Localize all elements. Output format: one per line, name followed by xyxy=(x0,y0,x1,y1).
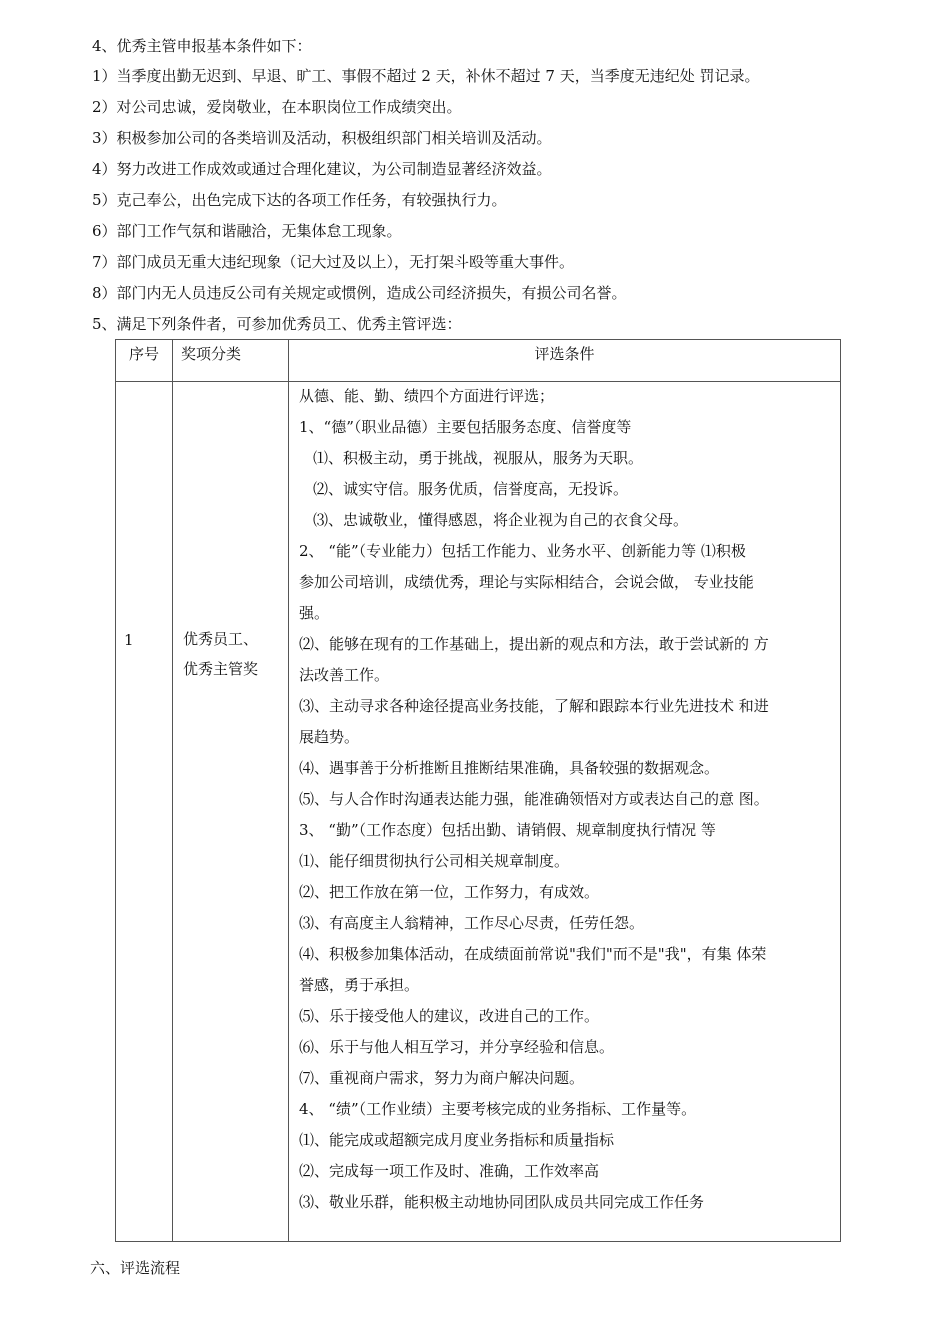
criteria-line: ⑵、诚实守信。服务优质，信誉度高，无投诉。 xyxy=(313,480,629,498)
criteria-line: ⑴、能仔细贯彻执行公司相关规章制度。 xyxy=(299,852,570,870)
section-heading: 六、评选流程 xyxy=(90,1259,181,1277)
criteria-line: 3、 “勤”（工作态度）包括出勤、请销假、规章制度执行情况 等 xyxy=(299,821,716,839)
criteria-line: 从德、能、勤、绩四个方面进行评选； xyxy=(299,387,555,405)
table-header-row xyxy=(116,340,841,382)
table-row xyxy=(116,382,841,1242)
award-line: 优秀员工、 xyxy=(183,630,259,648)
criteria-line: ⑴、积极主动，勇于挑战，视服从，服务为天职。 xyxy=(313,449,644,467)
criteria-line: 强。 xyxy=(299,604,330,622)
criteria-line: ⑴、能完成或超额完成月度业务指标和质量指标 xyxy=(299,1131,615,1149)
criteria-line: ⑵、完成每一项工作及时、准确，工作效率高 xyxy=(299,1162,600,1180)
intro-line: 4、优秀主管申报基本条件如下： xyxy=(92,37,312,55)
header-criteria: 评选条件 xyxy=(289,340,841,382)
criteria-line: ⑷、积极参加集体活动，在成绩面前常说"我们"而不是"我"，有集 体荣 xyxy=(299,945,767,963)
intro-line: 8）部门内无人员违反公司有关规定或惯例，造成公司经济损失，有损公司名誉。 xyxy=(92,284,627,302)
header-seq: 序号 xyxy=(116,340,173,382)
criteria-line: 法改善工作。 xyxy=(299,666,390,684)
criteria-line: ⑸、与人合作时沟通表达能力强，能准确领悟对方或表达自己的意 图。 xyxy=(299,790,769,808)
criteria-line: ⑶、主动寻求各种途径提高业务技能，了解和跟踪本行业先进技术 和进 xyxy=(299,697,769,715)
seq-cell xyxy=(116,382,173,1242)
intro-line: 5、满足下列条件者，可参加优秀员工、优秀主管评选： xyxy=(92,315,462,333)
intro-line: 5）克己奉公，出色完成下达的各项工作任务，有较强执行力。 xyxy=(92,191,507,209)
criteria-line: 4、 “绩”（工作业绩）主要考核完成的业务指标、工作量等。 xyxy=(299,1100,697,1118)
criteria-line: ⑶、有高度主人翁精神，工作尽心尽责，任劳任怨。 xyxy=(299,914,645,932)
award-cell xyxy=(173,382,289,1242)
criteria-line: 展趋势。 xyxy=(299,728,360,746)
header-award: 奖项分类 xyxy=(173,340,289,382)
criteria-line: 参加公司培训，成绩优秀，理论与实际相结合，会说会做， 专业技能 xyxy=(299,573,754,591)
criteria-line: ⑸、乐于接受他人的建议，改进自己的工作。 xyxy=(299,1007,600,1025)
award-line: 优秀主管奖 xyxy=(183,660,259,678)
intro-line: 3）积极参加公司的各类培训及活动，积极组织部门相关培训及活动。 xyxy=(92,129,552,147)
criteria-line: ⑵、能够在现有的工作基础上，提出新的观点和方法，敢于尝试新的 方 xyxy=(299,635,769,653)
criteria-line: ⑶、忠诚敬业，懂得感恩，将企业视为自己的衣食父母。 xyxy=(313,511,689,529)
criteria-table xyxy=(115,339,841,1242)
criteria-line: ⑵、把工作放在第一位，工作努力，有成效。 xyxy=(299,883,600,901)
criteria-line: 1、“德”（职业品德）主要包括服务态度、信誉度等 xyxy=(299,418,632,436)
intro-line: 4）努力改进工作成效或通过合理化建议，为公司制造显著经济效益。 xyxy=(92,160,552,178)
seq-value: 1 xyxy=(124,631,134,649)
criteria-line: ⑺、重视商户需求，努力为商户解决问题。 xyxy=(299,1069,585,1087)
intro-line: 1）当季度出勤无迟到、早退、旷工、事假不超过 2 天，补休不超过 7 天，当季度无违纪处 罚记录。 xyxy=(92,67,760,85)
intro-line: 6）部门工作气氛和谐融洽，无集体怠工现象。 xyxy=(92,222,402,240)
criteria-line: ⑶、敬业乐群，能积极主动地协同团队成员共同完成工作任务 xyxy=(299,1193,705,1211)
intro-line: 7）部门成员无重大违纪现象（记大过及以上），无打架斗殴等重大事件。 xyxy=(92,253,575,271)
criteria-line: ⑷、遇事善于分析推断且推断结果准确，具备较强的数据观念。 xyxy=(299,759,720,777)
criteria-line: ⑹、乐于与他人相互学习，并分享经验和信息。 xyxy=(299,1038,615,1056)
criteria-line: 誉感，勇于承担。 xyxy=(299,976,420,994)
intro-line: 2）对公司忠诚，爱岗敬业，在本职岗位工作成绩突出。 xyxy=(92,98,462,116)
criteria-cell xyxy=(289,382,841,1242)
criteria-line: 2、 “能”（专业能力）包括工作能力、业务水平、创新能力等 ⑴积极 xyxy=(299,542,746,560)
